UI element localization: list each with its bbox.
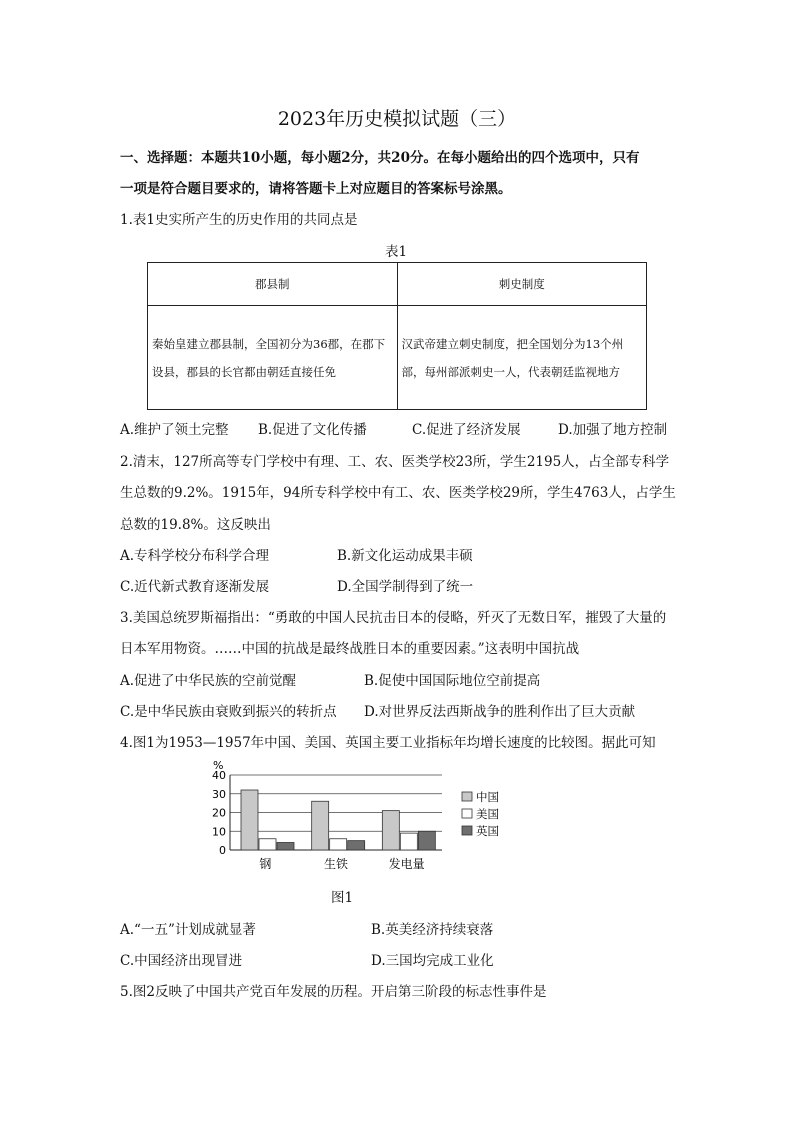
q2-line1: 2.清末，127所高等专门学校中有理、工、农、医类学校23所，学生2195人，占全部专科学 [120,454,670,470]
q3-line2: 日本军用物资。……中国的抗战是最终战胜日本的重要因素。”这表明中国抗战 [120,641,580,657]
y-tick-label: 20 [212,806,226,820]
growth-bar-chart [200,756,530,876]
table-cell-prefecture: 秦始皇建立郡县制，全国初分为36郡，在郡下设县，郡县的长官都由朝廷直接任免 [148,306,398,410]
q2-line2: 生总数的9.2%。1915年，94所专科学校中有工、农、医类学校29所，学生4763人，占学生 [120,485,676,501]
q4-option-b[interactable]: B.英美经济持续衰落 [371,922,494,938]
q2-option-b[interactable]: B.新文化运动成果丰硕 [337,548,473,564]
bar [277,843,294,851]
figure-caption: 图1 [331,890,354,906]
bar [400,833,417,850]
legend-label: 美国 [476,807,499,821]
q2-option-d[interactable]: D.全国学制得到了统一 [337,579,474,595]
legend-swatch [462,826,472,835]
q2-option-c[interactable]: C.近代新式教育逐渐发展 [120,579,270,595]
section-instructions-line2: 一项是符合题目要求的，请将答题卡上对应题目的答案标号涂黑。 [120,181,512,197]
bar [312,801,329,850]
q1-stem: 1.表1史实所产生的历史作用的共同点是 [120,212,358,228]
y-tick-label: 0 [219,844,226,857]
q2-line3: 总数的19.8%。这反映出 [120,517,271,533]
q1-option-a[interactable]: A.维护了领土完整 [120,422,229,438]
table-header-inspector: 刺史制度 [397,263,647,306]
q4-option-a[interactable]: A.“一五”计划成就显著 [120,922,256,938]
x-tick-label: 发电量 [388,857,425,871]
y-axis-unit-label: % [213,759,224,772]
page-title: 2023年历史模拟试题（三） [277,108,517,130]
bar [241,790,258,850]
q5-stem: 5.图2反映了中国共产党百年发展的历程。开启第三阶段的标志性事件是 [120,984,547,1000]
q4-stem: 4.图1为1953—1957年中国、美国、英国主要工业指标年均增长速度的比较图。据此可知 [120,735,656,751]
bar [330,839,347,850]
table-caption: 表1 [385,244,408,260]
y-tick-label: 30 [212,787,226,801]
section-instructions-line1: 一、选择题：本题共10小题，每小题2分，共20分。在每小题给出的四个选项中，只有 [120,150,640,166]
bar [259,839,276,850]
bar [418,831,435,850]
q4-option-c[interactable]: C.中国经济出现冒进 [120,953,243,969]
legend-label: 中国 [476,790,499,804]
table-header-prefecture: 郡县制 [148,263,398,306]
q3-option-b[interactable]: B.促使中国国际地位空前提高 [364,673,541,689]
table-cell-inspector: 汉武帝建立刺史制度，把全国划分为13个州部，每州部派刺史一人，代表朝廷监视地方 [397,306,647,410]
x-tick-label: 生铁 [323,857,349,871]
q3-line1: 3.美国总统罗斯福指出：“勇敢的中国人民抗击日本的侵略，歼灭了无数日军，摧毁了大量的 [120,610,667,626]
legend-label: 英国 [476,824,499,838]
bar [382,811,399,850]
legend-swatch [462,792,472,801]
history-table [147,262,647,410]
q1-option-d[interactable]: D.加强了地方控制 [558,422,668,438]
q3-option-c[interactable]: C.是中华民族由衰败到振兴的转折点 [120,704,337,720]
legend-swatch [462,809,472,818]
q3-option-a[interactable]: A.促进了中华民族的空前觉醒 [120,673,297,689]
x-tick-label: 钢 [259,857,272,871]
q4-option-d[interactable]: D.三国均完成工业化 [371,953,494,969]
q3-option-d[interactable]: D.对世界反法西斯战争的胜利作出了巨大贡献 [364,704,636,720]
q1-option-b[interactable]: B.促进了文化传播 [258,422,367,438]
q1-option-c[interactable]: C.促进了经济发展 [412,422,521,438]
bar [348,841,365,850]
y-tick-label: 10 [212,825,226,839]
y-tick-label: 40 [212,769,226,782]
q2-option-a[interactable]: A.专科学校分布科学合理 [120,548,270,564]
